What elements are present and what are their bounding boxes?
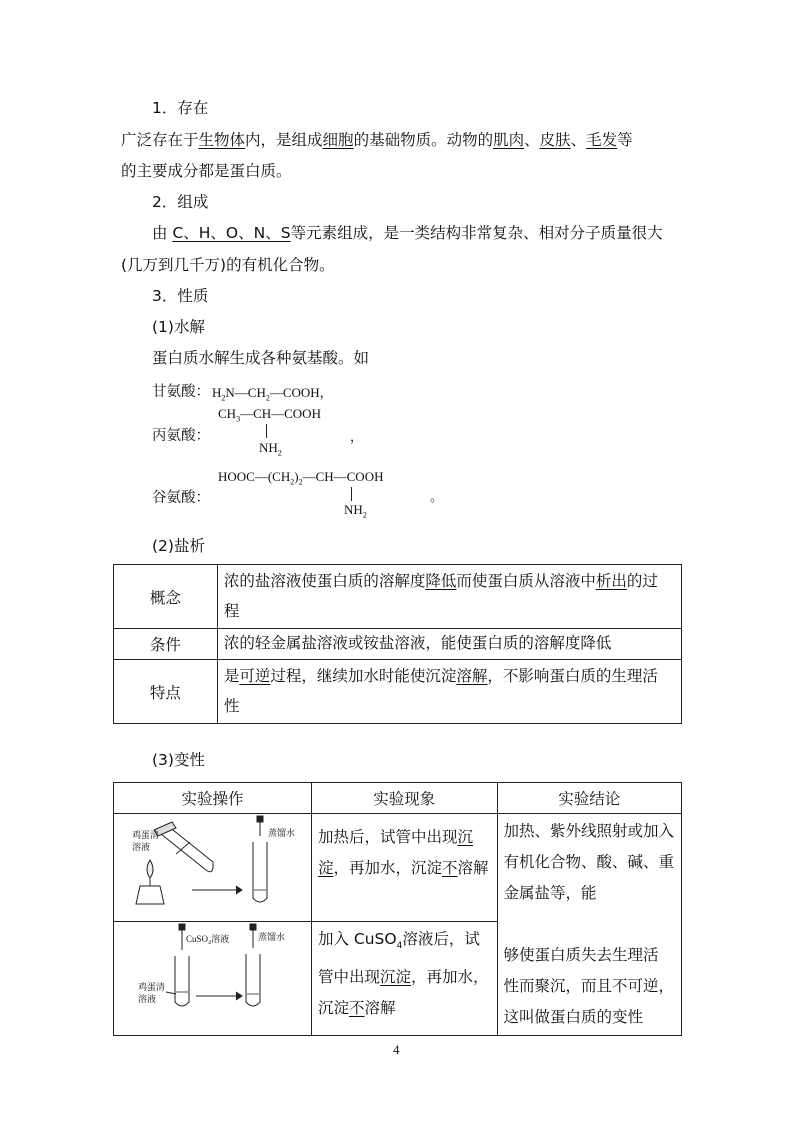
glutamic-label: 谷氨酸： (152, 490, 210, 506)
alanine-amino-group: $NH_2$ (259, 440, 282, 458)
glutamic-period: 。 (430, 489, 444, 504)
salting-out-table (113, 564, 682, 724)
table-row (114, 629, 682, 660)
row-text-condition: 浓的轻金属盐溶液或铵盐溶液，能使蛋白质的溶解度降低 (217, 629, 681, 660)
solution-label-2: 溶液 (138, 993, 157, 1004)
glutamic-formula-main: $HOOC—(CH_2)_2—CH—COOH$ (218, 469, 384, 487)
header-phenomenon: 实验现象 (311, 783, 497, 814)
observation-copper-sulfate: 加入 CuSO$_4$溶液后，试 管中出现沉淀，再加水， 沉淀不溶解 (311, 921, 497, 1035)
egg-white-label: 鸡蛋清 (132, 830, 160, 840)
composition-line-1: 由 C、H、O、N、S等元素组成，是一类结构非常复杂、相对分子质量很大 (152, 224, 663, 242)
table-row (114, 565, 682, 629)
table-row (114, 660, 682, 724)
subheading-salting-out: (2)盐析 (152, 537, 205, 555)
composition-line-2: (几万到几千万)的有机化合物。 (121, 256, 335, 274)
experiment-figure-heating (114, 814, 312, 922)
alanine-comma: ， (350, 429, 364, 444)
page-number: 4 (393, 1042, 400, 1057)
glutamic-bond-line (351, 487, 352, 501)
row-label-feature: 特点 (114, 660, 218, 724)
table-row (114, 814, 682, 922)
egg-white-label-2: 鸡蛋清 (138, 981, 166, 992)
copper-sulfate-label: CuSO₄溶液 (186, 933, 230, 944)
row-text-feature: 是可逆过程，继续加水时能使沉淀溶解，不影响蛋白质的生理活 性 (217, 660, 681, 724)
glycine-formula: $H_2N—CH_2—COOH$， (212, 385, 333, 403)
glycine-label: 甘氨酸： (152, 384, 210, 400)
distilled-water-label-2: 蒸馏水 (258, 931, 286, 942)
subheading-denaturation: (3)变性 (152, 751, 205, 769)
experiment-figure-copper-sulfate (114, 921, 312, 1035)
alanine-label: 丙氨酸： (152, 428, 210, 444)
table-row (114, 783, 682, 814)
header-conclusion: 实验结论 (497, 783, 681, 814)
subheading-hydrolysis: (1)水解 (152, 318, 205, 336)
heading-composition: 2．组成 (152, 193, 209, 211)
existence-line-2: 的主要成分都是蛋白质。 (121, 162, 292, 180)
heading-existence: 1．存在 (152, 99, 209, 117)
conclusion-cell: 加热、紫外线照射或加入 有机化合物、酸、碱、重 金属盐等，能 够使蛋白质失去生理活 性而聚沉，而且不可逆， 这叫做蛋白质的变性 (497, 814, 681, 1036)
header-operation: 实验操作 (114, 783, 312, 814)
alanine-formula-main: $CH_3—CH—COOH$ (218, 406, 321, 424)
denaturation-table (113, 782, 682, 1036)
alanine-bond-line (266, 424, 267, 438)
glutamic-amino-group: $NH_2$ (344, 502, 367, 520)
row-label-concept: 概念 (114, 565, 218, 629)
row-label-condition: 条件 (114, 629, 218, 660)
row-text-concept: 浓的盐溶液使蛋白质的溶解度降低而使蛋白质从溶液中析出的过 程 (217, 565, 681, 629)
hydrolysis-intro: 蛋白质水解生成各种氨基酸。如 (152, 349, 370, 367)
observation-heating: 加热后，试管中出现沉 淀，再加水，沉淀不溶解 (311, 814, 497, 922)
heading-properties: 3．性质 (152, 287, 209, 305)
solution-label: 溶液 (132, 842, 151, 852)
existence-line-1: 广泛存在于生物体内，是组成细胞的基础物质。动物的肌肉、皮肤、毛发等 (121, 131, 633, 149)
distilled-water-label: 蒸馏水 (268, 828, 296, 838)
